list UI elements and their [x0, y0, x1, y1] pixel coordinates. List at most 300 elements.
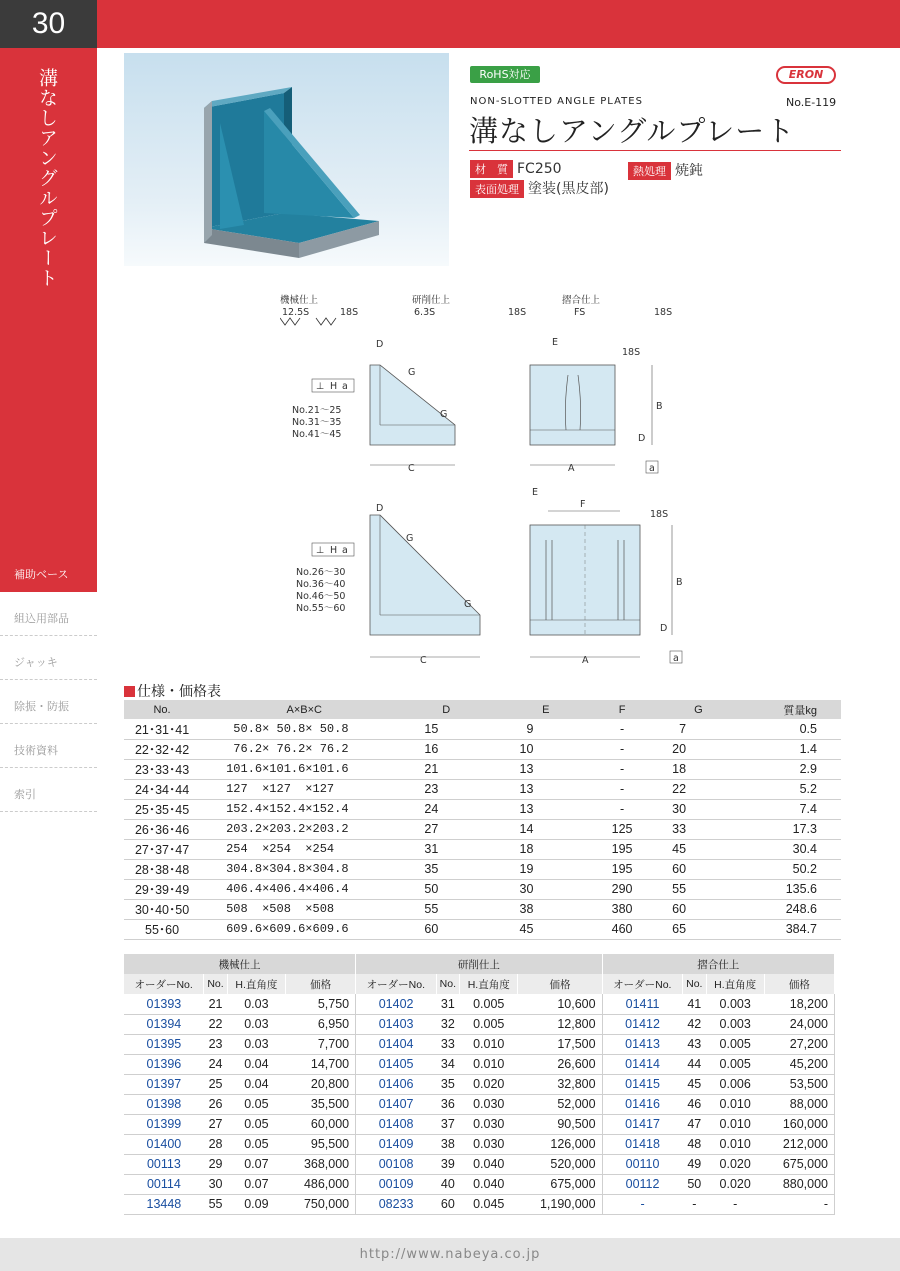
order-number[interactable]: 01397	[124, 1074, 204, 1094]
squareness-value: 0.010	[460, 1054, 518, 1074]
spec-cell: 30･40･50	[124, 899, 200, 919]
order-number[interactable]: -	[602, 1194, 682, 1214]
squareness-value: 0.05	[227, 1114, 285, 1134]
spec-cell: 2.9	[760, 759, 841, 779]
squareness-value: 0.04	[227, 1074, 285, 1094]
spec-cell: 22	[637, 779, 760, 799]
squareness-value: 0.010	[706, 1114, 764, 1134]
sidebar-item-jack[interactable]: ジャッキ	[0, 636, 97, 680]
model-number: 38	[436, 1134, 460, 1154]
order-number[interactable]: 01414	[602, 1054, 682, 1074]
price-value: 24,000	[764, 1014, 834, 1034]
spec-cell: 27	[408, 819, 484, 839]
order-number[interactable]: 13448	[124, 1194, 204, 1214]
model-number: 32	[436, 1014, 460, 1034]
price-value: 35,500	[286, 1094, 356, 1114]
model-number: 23	[204, 1034, 228, 1054]
price-value: 17,500	[518, 1034, 602, 1054]
order-number[interactable]: 00113	[124, 1154, 204, 1174]
spec-header-0: No.	[124, 700, 200, 719]
spec-cell: 60	[637, 859, 760, 879]
order-number[interactable]: 01398	[124, 1094, 204, 1114]
spec-cell: 195	[607, 859, 636, 879]
spec-cell: 27･37･47	[124, 839, 200, 859]
squareness-value: 0.03	[227, 994, 285, 1014]
tolerance-a-1: a	[342, 381, 348, 392]
model-number: 40	[436, 1174, 460, 1194]
table-row	[124, 1194, 835, 1214]
table-row	[124, 879, 841, 899]
price-value: 750,000	[286, 1194, 356, 1214]
footer-url[interactable]: http://www.nabeya.co.jp	[0, 1238, 900, 1271]
squareness-value: 0.03	[227, 1014, 285, 1034]
spec-cell: 50.8× 50.8× 50.8	[200, 719, 408, 739]
spec-header-5: G	[637, 700, 760, 719]
sidebar-item-kumikomi[interactable]: 組込用部品	[0, 592, 97, 636]
product-photo	[124, 53, 449, 266]
spec-cell: 248.6	[760, 899, 841, 919]
order-number[interactable]: 01405	[356, 1054, 436, 1074]
spec-cell: 38	[484, 899, 607, 919]
spec-table	[124, 700, 841, 940]
finish3-label: 摺合仕上	[562, 295, 601, 306]
model-number: 39	[436, 1154, 460, 1174]
dim-c-2: C	[420, 655, 427, 666]
spec-cell: 55	[637, 879, 760, 899]
roughness-right-2: 18S	[650, 509, 669, 520]
price-value: -	[764, 1194, 834, 1214]
table-row	[124, 1074, 835, 1094]
model-number: 37	[436, 1114, 460, 1134]
price-value: 88,000	[764, 1094, 834, 1114]
model-number: 26	[204, 1094, 228, 1114]
spec-cell: 22･32･42	[124, 739, 200, 759]
table-row	[124, 1154, 835, 1174]
spec-cell: 135.6	[760, 879, 841, 899]
squareness-value: 0.020	[706, 1174, 764, 1194]
price-value: 1,190,000	[518, 1194, 602, 1214]
dim-c-1: C	[408, 463, 415, 474]
spec-cell: 609.6×609.6×609.6	[200, 919, 408, 939]
price-value: 45,200	[764, 1054, 834, 1074]
finish2-roughness: 18S	[508, 307, 527, 318]
rohs-badge: RoHS対応	[470, 66, 540, 83]
finish3-spec: FS	[574, 307, 586, 318]
model-number: 33	[436, 1034, 460, 1054]
price-value: 520,000	[518, 1154, 602, 1174]
spec-cell: 384.7	[760, 919, 841, 939]
squareness-value: 0.005	[460, 1014, 518, 1034]
order-number[interactable]: 00109	[356, 1174, 436, 1194]
spec-cell: 380	[607, 899, 636, 919]
order-number[interactable]: 01416	[602, 1094, 682, 1114]
squareness-value: 0.010	[706, 1134, 764, 1154]
model-number: 21	[204, 994, 228, 1014]
model-number: 27	[204, 1114, 228, 1134]
price-value: 368,000	[286, 1154, 356, 1174]
order-number[interactable]: 01409	[356, 1134, 436, 1154]
spec-cell: 35	[408, 859, 484, 879]
table-row	[124, 1054, 835, 1074]
price-col-header: H.直角度	[706, 974, 764, 994]
squareness-value: 0.020	[706, 1154, 764, 1174]
spec-cell: 13	[484, 779, 607, 799]
order-number[interactable]: 01406	[356, 1074, 436, 1094]
squareness-value: 0.04	[227, 1054, 285, 1074]
squareness-value: -	[706, 1194, 764, 1214]
spec-cell: 16	[408, 739, 484, 759]
price-value: 32,800	[518, 1074, 602, 1094]
price-group-header: 機械仕上	[124, 954, 356, 974]
sidebar-item-gijutsu[interactable]: 技術資料	[0, 724, 97, 768]
spec-cell: 101.6×101.6×101.6	[200, 759, 408, 779]
squareness-value: 0.006	[706, 1074, 764, 1094]
spec-cell: 7	[637, 719, 760, 739]
table-row	[124, 779, 841, 799]
roughness-right-1: 18S	[622, 347, 641, 358]
squareness-value: 0.09	[227, 1194, 285, 1214]
spec-surface	[470, 178, 609, 198]
price-value: 6,950	[286, 1014, 356, 1034]
squareness-value: 0.005	[706, 1054, 764, 1074]
spec-cell: 14	[484, 819, 607, 839]
spec-cell: 50	[408, 879, 484, 899]
spec-cell: -	[607, 759, 636, 779]
order-number[interactable]: 01404	[356, 1034, 436, 1054]
spec-header-6: 質量kg	[760, 700, 841, 719]
model-number: 25	[204, 1074, 228, 1094]
brand-logo: ERON	[776, 66, 836, 84]
spec-cell: 30	[637, 799, 760, 819]
spec-header-1: A×B×C	[200, 700, 408, 719]
spec-cell: -	[607, 719, 636, 739]
model-number: 36	[436, 1094, 460, 1114]
table-row	[124, 859, 841, 879]
price-value: 7,700	[286, 1034, 356, 1054]
squareness-value: 0.040	[460, 1154, 518, 1174]
dim-g-1b: G	[440, 409, 448, 420]
sidebar-nav	[0, 548, 97, 812]
dim-e-1: E	[552, 337, 559, 348]
sidebar-item-joshin[interactable]: 除振・防振	[0, 680, 97, 724]
model-number: 55	[204, 1194, 228, 1214]
model-number: 30	[204, 1174, 228, 1194]
title-english: NON-SLOTTED ANGLE PLATES	[470, 96, 643, 107]
order-number[interactable]: 01418	[602, 1134, 682, 1154]
spec-cell: 203.2×203.2×203.2	[200, 819, 408, 839]
sidebar-item-hojo-base[interactable]: 補助ベース	[0, 548, 97, 592]
squareness-value: 0.003	[706, 1014, 764, 1034]
group1-line2: No.31～35	[292, 417, 342, 428]
spec-cell: 33	[637, 819, 760, 839]
spec-cell: 13	[484, 759, 607, 779]
squareness-value: 0.005	[460, 994, 518, 1014]
spec-cell: 23	[408, 779, 484, 799]
model-number: 34	[436, 1054, 460, 1074]
dim-a-2: A	[582, 655, 589, 666]
squareness-value: 0.07	[227, 1154, 285, 1174]
order-number[interactable]: 01396	[124, 1054, 204, 1074]
model-number: 29	[204, 1154, 228, 1174]
spec-cell: 24･34･44	[124, 779, 200, 799]
table-row	[124, 739, 841, 759]
order-number[interactable]: 01412	[602, 1014, 682, 1034]
model-number: 44	[683, 1054, 707, 1074]
section-square-icon	[124, 686, 135, 697]
spec-cell: 18	[484, 839, 607, 859]
spec-cell: 195	[607, 839, 636, 859]
order-number[interactable]: 00114	[124, 1174, 204, 1194]
spec-cell: 60	[637, 899, 760, 919]
material-label: 材 質	[470, 160, 513, 178]
table-row	[124, 899, 841, 919]
price-value: 212,000	[764, 1134, 834, 1154]
table-row	[124, 1114, 835, 1134]
price-value: 90,500	[518, 1114, 602, 1134]
order-number[interactable]: 01417	[602, 1114, 682, 1134]
table-row	[124, 1014, 835, 1034]
price-value: 14,700	[286, 1054, 356, 1074]
spec-cell: 125	[607, 819, 636, 839]
spec-cell: 45	[484, 919, 607, 939]
dim-e-2: E	[532, 487, 539, 498]
price-value: 160,000	[764, 1114, 834, 1134]
order-number[interactable]: 01411	[602, 994, 682, 1014]
spec-cell: 13	[484, 799, 607, 819]
order-number[interactable]: 08233	[356, 1194, 436, 1214]
spec-cell: 29･39･49	[124, 879, 200, 899]
price-group-header: 摺合仕上	[602, 954, 834, 974]
order-number[interactable]: 00112	[602, 1174, 682, 1194]
spec-cell: 5.2	[760, 779, 841, 799]
order-number[interactable]: 01403	[356, 1014, 436, 1034]
spec-cell: 254 ×254 ×254	[200, 839, 408, 859]
order-number[interactable]: 01400	[124, 1134, 204, 1154]
spec-cell: 25･35･45	[124, 799, 200, 819]
material-value: FC250	[517, 161, 562, 177]
price-value: 5,750	[286, 994, 356, 1014]
table-row	[124, 819, 841, 839]
squareness-value: 0.010	[706, 1094, 764, 1114]
spec-cell: -	[607, 739, 636, 759]
spec-cell: 10	[484, 739, 607, 759]
spec-cell: -	[607, 799, 636, 819]
order-number[interactable]: 01395	[124, 1034, 204, 1054]
order-number[interactable]: 01408	[356, 1114, 436, 1134]
spec-cell: 9	[484, 719, 607, 739]
table-row	[124, 719, 841, 739]
spec-cell: 30.4	[760, 839, 841, 859]
spec-cell: 30	[484, 879, 607, 899]
spec-cell: 406.4×406.4×406.4	[200, 879, 408, 899]
spec-cell: 152.4×152.4×152.4	[200, 799, 408, 819]
price-col-header: H.直角度	[460, 974, 518, 994]
model-number: 49	[683, 1154, 707, 1174]
title-divider	[469, 150, 841, 151]
price-value: 27,200	[764, 1034, 834, 1054]
squareness-value: 0.045	[460, 1194, 518, 1214]
spec-cell: 55	[408, 899, 484, 919]
dim-d-2b: D	[660, 623, 668, 634]
spec-cell: 45	[637, 839, 760, 859]
spec-cell: 460	[607, 919, 636, 939]
tolerance-symbol-1: ⊥	[316, 381, 325, 392]
technical-drawing	[280, 285, 700, 675]
finish1-label: 機械仕上	[280, 295, 319, 306]
spec-cell: 31	[408, 839, 484, 859]
squareness-value: 0.07	[227, 1174, 285, 1194]
model-number: 50	[683, 1174, 707, 1194]
price-value: 52,000	[518, 1094, 602, 1114]
spec-cell: 55･60	[124, 919, 200, 939]
group1-line1: No.21～25	[292, 405, 342, 416]
price-col-header: H.直角度	[227, 974, 285, 994]
spec-section-label: 仕様・価格表	[137, 684, 221, 700]
sidebar-title: 溝なしアングルプレート	[36, 68, 58, 288]
dim-d-1: D	[376, 339, 384, 350]
order-number[interactable]: 00108	[356, 1154, 436, 1174]
finish2-spec: 6.3S	[414, 307, 436, 318]
tolerance-h-2: H	[330, 545, 338, 556]
table-row	[124, 799, 841, 819]
dim-b-2: B	[676, 577, 683, 588]
dim-d-2: D	[376, 503, 384, 514]
order-number[interactable]: 01407	[356, 1094, 436, 1114]
spec-cell: 21･31･41	[124, 719, 200, 739]
price-value: 675,000	[764, 1154, 834, 1174]
spec-cell: 50.2	[760, 859, 841, 879]
surface-label: 表面処理	[470, 180, 524, 198]
group1-line3: No.41～45	[292, 429, 342, 440]
squareness-value: 0.005	[706, 1034, 764, 1054]
squareness-value: 0.03	[227, 1034, 285, 1054]
price-col-header: No.	[683, 974, 707, 994]
model-number: 35	[436, 1074, 460, 1094]
catalog-number: No.E-119	[786, 96, 837, 109]
model-number: 22	[204, 1014, 228, 1034]
spec-cell: 17.3	[760, 819, 841, 839]
order-number[interactable]: 01394	[124, 1014, 204, 1034]
model-number: 43	[683, 1034, 707, 1054]
order-number[interactable]: 01415	[602, 1074, 682, 1094]
price-col-header: オーダーNo.	[356, 974, 436, 994]
table-row	[124, 994, 835, 1014]
model-number: 42	[683, 1014, 707, 1034]
spec-cell: 65	[637, 919, 760, 939]
page-number: 30	[0, 0, 97, 48]
order-number[interactable]: 01413	[602, 1034, 682, 1054]
heat-label: 熱処理	[628, 162, 671, 180]
price-value: 675,000	[518, 1174, 602, 1194]
group2-line3: No.46～50	[296, 591, 346, 602]
order-number[interactable]: 01393	[124, 994, 204, 1014]
squareness-value: 0.030	[460, 1134, 518, 1154]
price-table	[124, 954, 835, 1215]
spec-cell: 0.5	[760, 719, 841, 739]
spec-section-title	[124, 681, 221, 701]
order-number[interactable]: 00110	[602, 1154, 682, 1174]
dim-f-2: F	[580, 499, 586, 510]
spec-cell: 1.4	[760, 739, 841, 759]
table-row	[124, 1134, 835, 1154]
page-title: 溝なしアングルプレート	[469, 114, 796, 148]
spec-cell: 26･36･46	[124, 819, 200, 839]
datum-a-1: a	[649, 463, 655, 474]
dim-g-2b: G	[464, 599, 472, 610]
squareness-value: 0.020	[460, 1074, 518, 1094]
group2-line1: No.26～30	[296, 567, 346, 578]
finish1-spec: 12.5S	[282, 307, 310, 318]
price-value: 60,000	[286, 1114, 356, 1134]
squareness-value: 0.05	[227, 1094, 285, 1114]
price-value: 95,500	[286, 1134, 356, 1154]
tolerance-a-2: a	[342, 545, 348, 556]
spec-cell: 15	[408, 719, 484, 739]
spec-cell: 21	[408, 759, 484, 779]
group2-line4: No.55～60	[296, 603, 346, 614]
price-col-header: No.	[204, 974, 228, 994]
model-number: 60	[436, 1194, 460, 1214]
model-number: 47	[683, 1114, 707, 1134]
spec-cell: 304.8×304.8×304.8	[200, 859, 408, 879]
spec-cell: 508 ×508 ×508	[200, 899, 408, 919]
squareness-value: 0.003	[706, 994, 764, 1014]
order-number[interactable]: 01402	[356, 994, 436, 1014]
price-value: 26,600	[518, 1054, 602, 1074]
sidebar-item-index[interactable]: 索引	[0, 768, 97, 812]
spec-cell: 7.4	[760, 799, 841, 819]
dim-g-2a: G	[406, 533, 414, 544]
price-col-header: オーダーNo.	[124, 974, 204, 994]
squareness-value: 0.030	[460, 1114, 518, 1134]
group2-line2: No.36～40	[296, 579, 346, 590]
spec-heat	[628, 160, 703, 180]
heat-value: 焼鈍	[675, 163, 703, 179]
model-number: 48	[683, 1134, 707, 1154]
spec-cell: 18	[637, 759, 760, 779]
price-col-header: 価格	[286, 974, 356, 994]
model-number: 28	[204, 1134, 228, 1154]
table-row	[124, 1034, 835, 1054]
order-number[interactable]: 01399	[124, 1114, 204, 1134]
dim-g-1a: G	[408, 367, 416, 378]
price-col-header: No.	[436, 974, 460, 994]
dim-b-1: B	[656, 401, 663, 412]
spec-header-4: F	[607, 700, 636, 719]
model-number: 41	[683, 994, 707, 1014]
spec-header-2: D	[408, 700, 484, 719]
table-row	[124, 759, 841, 779]
spec-cell: 19	[484, 859, 607, 879]
dim-d-1b: D	[638, 433, 646, 444]
spec-cell: 20	[637, 739, 760, 759]
squareness-value: 0.05	[227, 1134, 285, 1154]
spec-cell: 290	[607, 879, 636, 899]
price-value: 20,800	[286, 1074, 356, 1094]
top-bar	[0, 0, 900, 48]
price-group-header: 研削仕上	[356, 954, 602, 974]
price-value: 126,000	[518, 1134, 602, 1154]
spec-cell: 24	[408, 799, 484, 819]
datum-a-2: a	[673, 653, 679, 664]
spec-header-3: E	[484, 700, 607, 719]
finish2-label: 研削仕上	[412, 295, 451, 306]
dim-a-1: A	[568, 463, 575, 474]
price-value: 10,600	[518, 994, 602, 1014]
table-row	[124, 839, 841, 859]
tolerance-symbol-2: ⊥	[316, 545, 325, 556]
spec-cell: 60	[408, 919, 484, 939]
